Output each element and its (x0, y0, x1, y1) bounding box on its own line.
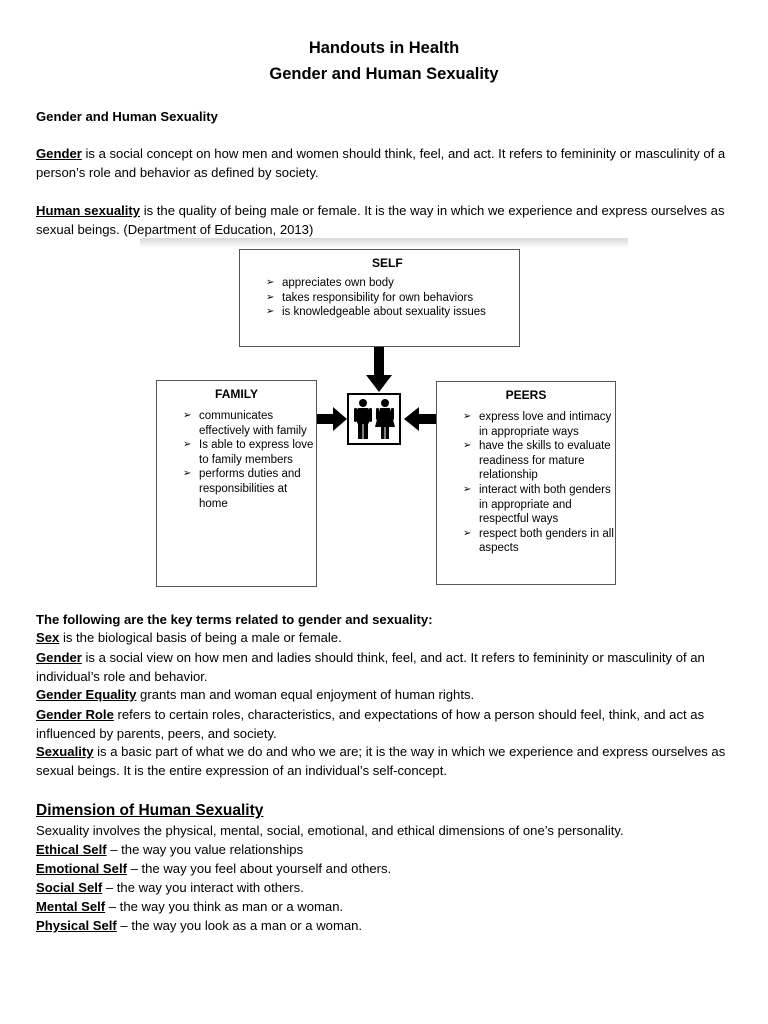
dimension-label: Ethical Self (36, 842, 107, 857)
dimension-label: Social Self (36, 880, 103, 895)
dimension-label: Emotional Self (36, 861, 127, 876)
term-definition: refers to certain roles, characteristics, and expectations of how a person should feel, think, and act as influenced by parents, peers, and society. (36, 707, 705, 741)
right-arrow-icon (317, 406, 348, 432)
term-label: Gender Equality (36, 687, 137, 702)
term-definition: is a basic part of what we do and who we are; it is the way in which we experience and express ourselves as sexual beings. It is the entire expression of an individual’s self-concept. (36, 744, 726, 778)
peers-title: PEERS (505, 388, 547, 402)
gender-definition: is a social concept on how men and women should think, feel, and act. It refers to femininity or masculinity of a person’s role and behavior as defined by society. (36, 146, 726, 180)
dimension-definition: – the way you interact with others. (102, 880, 304, 895)
dimension-mental (36, 898, 736, 917)
key-term-gender-role (36, 706, 736, 743)
self-box (239, 249, 520, 347)
people-icon-box (347, 393, 401, 445)
dimension-definition: – the way you think as man or a woman. (105, 899, 344, 914)
family-item: ➢ Is able to express love to family members (179, 438, 316, 467)
term-label: Gender (36, 650, 82, 665)
dimension-definition: – the way you feel about yourself and others. (126, 861, 392, 876)
key-term-gender (36, 649, 736, 686)
dimensions-heading-text: Dimension of Human Sexuality (36, 802, 264, 819)
key-term-gender-equality (36, 686, 736, 705)
family-item: ➢ performs duties and responsibilities at home (179, 467, 316, 511)
self-item: ➢ takes responsibility for own behaviors (262, 291, 519, 306)
term-gender: Gender (36, 146, 82, 161)
family-item: ➢ communicates effectively with family (179, 409, 316, 438)
dimension-definition: – the way you look as a man or a woman. (116, 918, 363, 933)
sexuality-paragraph (36, 202, 736, 239)
key-term-sexuality (36, 743, 736, 780)
dimension-label: Physical Self (36, 918, 117, 933)
document-title: Handouts in Health (308, 39, 460, 57)
peers-list (437, 410, 615, 556)
term-label: Sex (36, 630, 60, 645)
family-title: FAMILY (215, 387, 258, 401)
section-heading: Gender and Human Sexuality (36, 109, 218, 124)
key-term-sex (36, 629, 736, 648)
dimensions-heading (36, 801, 736, 821)
dimension-ethical (36, 841, 736, 860)
term-definition: grants man and woman equal enjoyment of human rights. (136, 687, 475, 702)
left-arrow-icon (403, 406, 436, 432)
self-title: SELF (372, 256, 403, 270)
gender-paragraph (36, 145, 736, 182)
sexuality-definition: is the quality of being male or female. It is the way in which we experience and express ourselves as sexual beings. (Department of Education, 2013) (36, 203, 725, 237)
dimension-social (36, 879, 736, 898)
family-box (156, 380, 317, 587)
peers-item: ➢ express love and intimacy in appropriate ways (459, 410, 615, 439)
peers-item: ➢ respect both genders in all aspects (459, 527, 615, 556)
sexuality-diagram (140, 238, 628, 594)
dimension-label: Mental Self (36, 899, 106, 914)
peers-item: ➢ interact with both genders in appropriate and respectful ways (459, 483, 615, 527)
peers-item: ➢ have the skills to evaluate readiness for mature relationship (459, 439, 615, 483)
diagram-shade (140, 238, 628, 248)
down-arrow-icon (365, 347, 393, 393)
term-definition: is a social view on how men and ladies should think, feel, and act. It refers to femininity or masculinity of an individual’s role and behavior. (36, 650, 705, 684)
family-list (157, 409, 316, 511)
term-human-sexuality: Human sexuality (36, 203, 141, 218)
dimension-emotional (36, 860, 736, 879)
dimensions-intro: Sexuality involves the physical, mental, social, emotional, and ethical dimensions of one’s personality. (36, 823, 624, 838)
document-subtitle: Gender and Human Sexuality (269, 65, 499, 83)
man-woman-icon (349, 395, 399, 443)
peers-box (436, 381, 616, 585)
self-item: ➢ appreciates own body (262, 276, 519, 291)
dimension-physical (36, 917, 736, 936)
term-label: Sexuality (36, 744, 94, 759)
self-item: ➢ is knowledgeable about sexuality issues (262, 305, 519, 320)
term-label: Gender Role (36, 707, 114, 722)
self-list (240, 276, 519, 320)
key-terms-heading: The following are the key terms related to gender and sexuality: (36, 612, 433, 627)
term-definition: is the biological basis of being a male or female. (59, 630, 342, 645)
dimension-definition: – the way you value relationships (106, 842, 304, 857)
